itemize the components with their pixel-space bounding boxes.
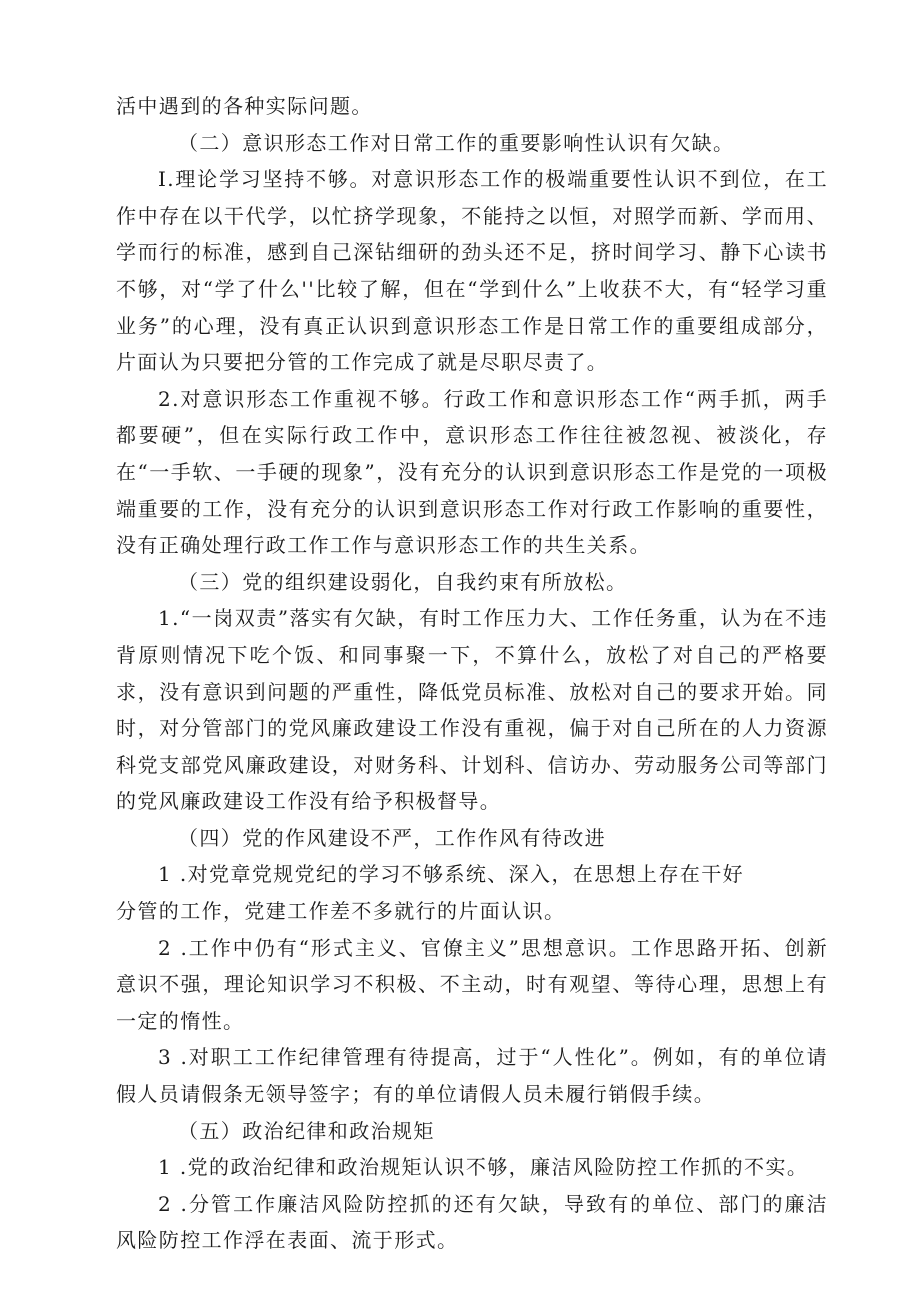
paragraph-item-2-2: 2.对意识形态工作重视不够。行政工作和意识形态工作“两手抓，两手都要硬”，但在实际行政工作中，意识形态工作往往被忽视、被淡化，存在“一手软、一手硬的现象”，没有充分的认识到意识形态工作是党的一项极端重要的工作，没有充分的认识到意识形态工作对行政工作影响的重要性，没有正确处理行政工作工作与意识形态工作的共生关系。 xyxy=(116,386,828,558)
section-heading-3: （三）党的组织建设弱化，自我约束有所放松。 xyxy=(178,569,628,594)
paragraph-item-4-3: 3 .对职工工作纪律管理有待提高，过于“人性化”。例如，有的单位请假人员请假条无领导签字；有的单位请假人员未履行销假手续。 xyxy=(116,1045,828,1107)
section-heading-4: （四）党的作风建设不严，工作作风有待改进 xyxy=(178,825,606,850)
paragraph-item-4-1-line2: 分管的工作，党建工作差不多就行的片面认识。 xyxy=(116,899,566,924)
paragraph-item-5-1: 1 .党的政治纪律和政治规矩认识不够，廉洁风险防控工作抓的不实。 xyxy=(158,1155,809,1180)
paragraph-item-2-1: I.理论学习坚持不够。对意识形态工作的极端重要性认识不到位，在工作中存在以干代学，以忙挤学现象，不能持之以恒，对照学而新、学而用、学而行的标准，感到自己深钻细研的劲头还不足，挤时间学习、静下心读书不够，对“学了什么''比较了解，但在“学到什么”上收获不大，有“轻学习重业务”的心理，没有真正认识到意识形态工作是日常工作的重要组成部分，片面认为只要把分管的工作完成了就是尽职尽责了。 xyxy=(116,167,828,375)
section-heading-5: （五）政治纪律和政治规矩 xyxy=(178,1118,435,1143)
paragraph-item-3-1: 1.“一岗双责”落实有欠缺，有时工作压力大、工作任务重，认为在不违背原则情况下吃个饭、和同事聚一下，不算什么，放松了对自己的严格要求，没有意识到问题的严重性，降低党员标准、放松对自己的要求开始。同时，对分管部门的党风廉政建设工作没有重视，偏于对自己所在的人力资源科党支部党风廉政建设，对财务科、计划科、信访办、劳动服务公司等部门的党风廉政建设工作没有给予积极督导。 xyxy=(116,606,828,814)
paragraph-continuation: 活中遇到的各种实际问题。 xyxy=(116,94,373,118)
document-page xyxy=(116,88,828,1259)
section-heading-2: （二）意识形态工作对日常工作的重要影响性认识有欠缺。 xyxy=(178,130,735,155)
paragraph-item-4-1-line1: 1 .对党章党规党纪的学习不够系统、深入，在思想上存在干好 xyxy=(158,862,745,887)
paragraph-item-5-2: 2 .分管工作廉洁风险防控抓的还有欠缺，导致有的单位、部门的廉洁风险防控工作浮在表面、流于形式。 xyxy=(116,1191,828,1253)
paragraph-item-4-2: 2 .工作中仍有“形式主义、官僚主义”思想意识。工作思路开拓、创新意识不强，理论知识学习不积极、不主动，时有观望、等待心理，思想上有一定的惰性。 xyxy=(116,935,828,1033)
